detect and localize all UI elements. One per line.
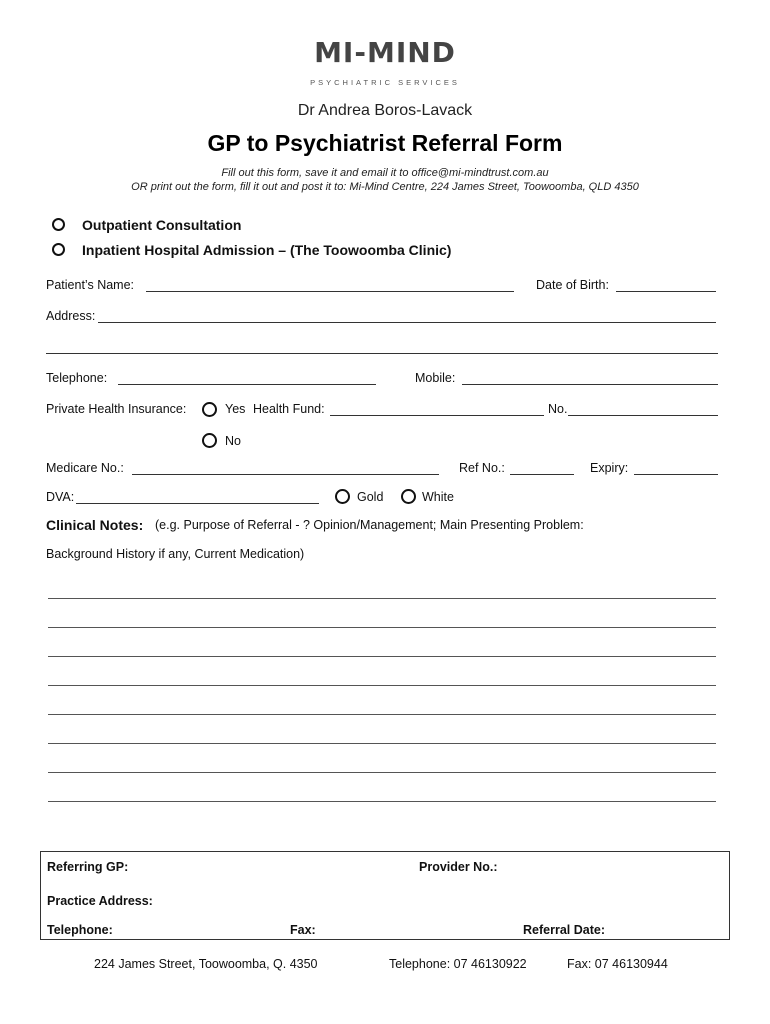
dva-white-radio[interactable] [401, 489, 416, 504]
dva-label: DVA: [46, 490, 75, 504]
ref-no-field[interactable] [510, 474, 574, 475]
clinical-notes-line[interactable] [48, 743, 716, 744]
expiry-field[interactable] [634, 474, 718, 475]
page-title: GP to Psychiatrist Referral Form [207, 130, 563, 156]
dob-label: Date of Birth: [536, 278, 609, 292]
footer-address: 224 James Street, Toowoomba, Q. 4350 [94, 957, 318, 971]
outpatient-radio[interactable] [52, 218, 65, 231]
telephone-label: Telephone: [46, 371, 108, 385]
address-label: Address: [46, 309, 96, 323]
logo-tagline: PSYCHIATRIC SERVICES [310, 78, 460, 87]
ref-no-label: Ref No.: [459, 461, 505, 475]
practice-address-label: Practice Address: [47, 894, 153, 908]
address-field[interactable] [98, 322, 716, 323]
gp-fax-label: Fax: [290, 923, 316, 937]
footer-fax: Fax: 07 46130944 [567, 957, 668, 971]
address-field-line-2[interactable] [46, 353, 718, 354]
clinical-notes-line[interactable] [48, 627, 716, 628]
outpatient-label: Outpatient Consultation [82, 217, 242, 233]
dva-gold-label: Gold [357, 490, 384, 504]
medicare-field[interactable] [132, 474, 439, 475]
clinical-notes-line[interactable] [48, 685, 716, 686]
health-fund-label: Health Fund: [253, 402, 325, 416]
clinical-notes-line[interactable] [48, 598, 716, 599]
doctor-name: Dr Andrea Boros-Lavack [297, 102, 473, 119]
expiry-label: Expiry: [590, 461, 629, 475]
clinical-notes-hint: (e.g. Purpose of Referral - ? Opinion/Management; Main Presenting Problem: [155, 518, 584, 532]
referring-gp-label: Referring GP: [47, 860, 129, 874]
inpatient-radio[interactable] [52, 243, 65, 256]
logo-wordmark: MI-MIND [314, 36, 456, 69]
phi-no-label: No [225, 434, 241, 448]
inpatient-label: Inpatient Hospital Admission – (The Toowoomba Clinic) [82, 242, 452, 258]
clinical-notes-hint-2: Background History if any, Current Medication) [46, 547, 305, 561]
mobile-field[interactable] [462, 384, 718, 385]
logo [300, 36, 470, 92]
patient-name-label: Patient’s Name: [46, 278, 135, 292]
health-fund-number-field[interactable] [568, 415, 718, 416]
gp-telephone-label: Telephone: [47, 923, 113, 937]
phi-yes-label: Yes [225, 402, 246, 416]
clinical-notes-line[interactable] [48, 772, 716, 773]
medicare-label: Medicare No.: [46, 461, 124, 475]
dva-gold-radio[interactable] [335, 489, 350, 504]
mobile-label: Mobile: [415, 371, 456, 385]
footer-telephone: Telephone: 07 46130922 [389, 957, 527, 971]
dva-white-label: White [422, 490, 454, 504]
clinical-notes-label: Clinical Notes: [46, 517, 144, 533]
referral-date-label: Referral Date: [523, 923, 605, 937]
provider-no-label: Provider No.: [419, 860, 498, 874]
instruction-email: Fill out this form, save it and email it to office@mi-mindtrust.com.au [221, 167, 549, 179]
clinical-notes-line[interactable] [48, 656, 716, 657]
health-fund-field[interactable] [330, 415, 544, 416]
clinical-notes-line[interactable] [48, 801, 716, 802]
phi-yes-radio[interactable] [202, 402, 217, 417]
phi-no-radio[interactable] [202, 433, 217, 448]
dva-field[interactable] [76, 503, 319, 504]
clinical-notes-line[interactable] [48, 714, 716, 715]
patient-name-field[interactable] [146, 291, 514, 292]
telephone-field[interactable] [118, 384, 376, 385]
phi-label: Private Health Insurance: [46, 402, 187, 416]
dob-field[interactable] [616, 291, 716, 292]
health-fund-number-label: No. [548, 402, 568, 416]
instruction-post: OR print out the form, fill it out and post it to: Mi-Mind Centre, 224 James Street, Toowoomba, QLD 4350 [131, 181, 639, 193]
